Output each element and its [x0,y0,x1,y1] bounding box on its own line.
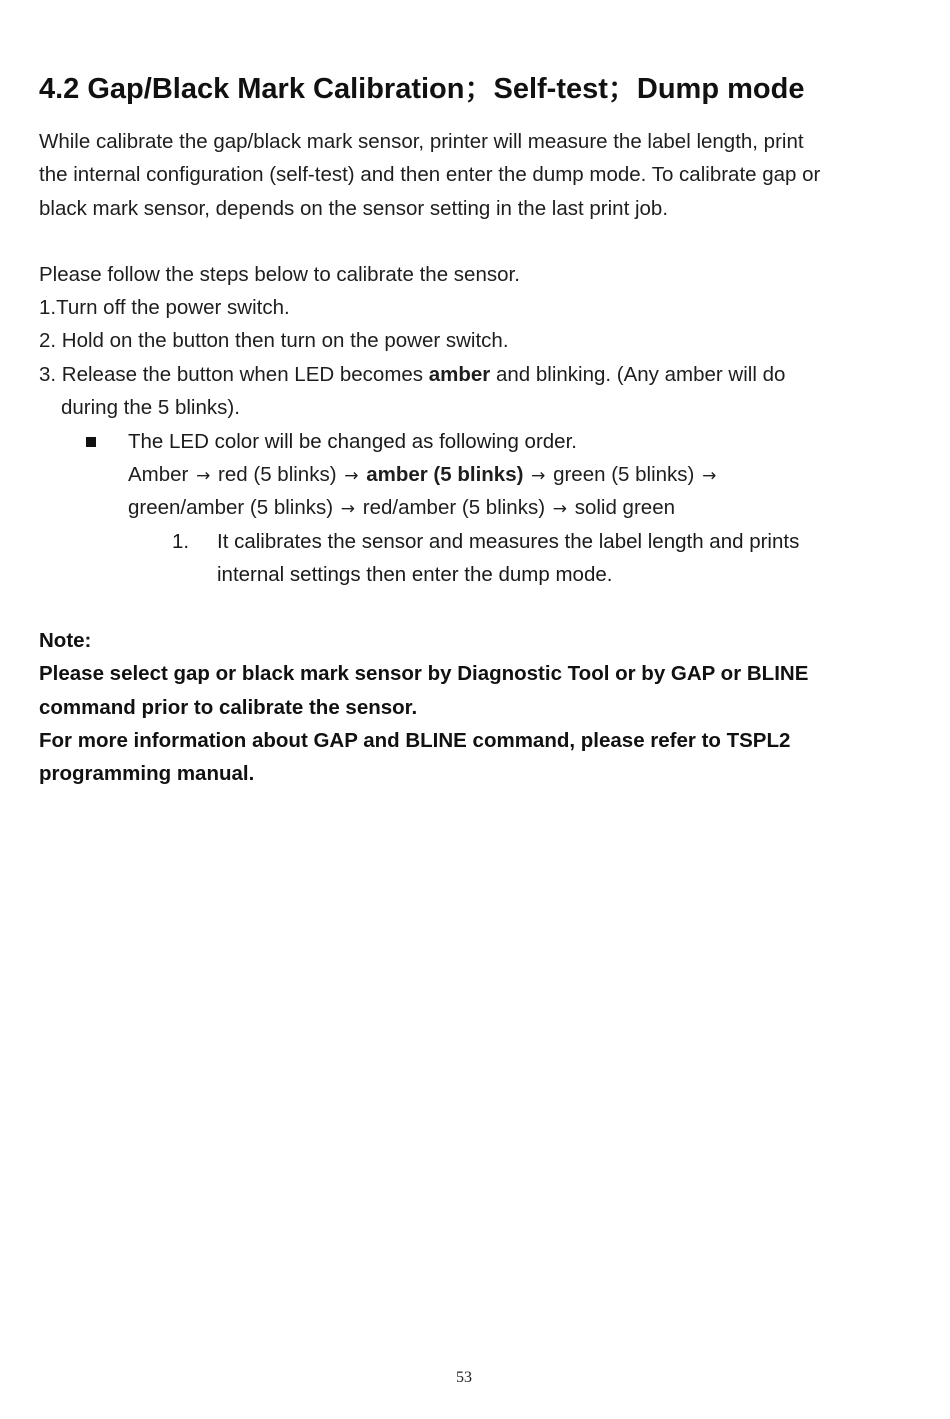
note-line: command prior to calibrate the sensor. [39,695,418,719]
arrow-right-icon: → [531,466,546,486]
led-state: red (5 blinks) [218,463,337,486]
intro-line: While calibrate the gap/black mark sensor, printer will measure the label length, print [39,130,804,153]
sub-item-number: 1. [172,530,190,553]
note-line: programming manual. [39,762,255,786]
note-line: For more information about GAP and BLINE command, please refer to TSPL2 [39,728,791,752]
step-3 [39,358,785,391]
step-3-text: and blinking. (Any amber will do [490,363,786,386]
arrow-right-icon: → [344,466,359,486]
led-bullet-text: The LED color will be changed as following order. [128,430,577,453]
intro-line: the internal configuration (self-test) and then enter the dump mode. To calibrate gap or [39,163,821,187]
step-2: 2. Hold on the button then turn on the power switch. [39,329,509,352]
note-block [39,624,808,790]
steps-intro: Please follow the steps below to calibrate the sensor. [39,263,520,286]
note-label: Note: [39,629,92,652]
led-sequence-line [128,458,718,493]
sub-item-text: It calibrates the sensor and measures the label length and prints [217,530,800,553]
led-state: red/amber (5 blinks) [362,496,546,519]
arrow-right-icon: → [702,466,717,486]
intro-paragraph [39,125,820,225]
step-3-continued: during the 5 blinks). [61,396,240,419]
intro-line: black mark sensor, depends on the sensor setting in the last print job. [39,196,669,220]
page-number: 53 [456,1369,472,1386]
arrow-right-icon: → [196,466,211,486]
note-line: Please select gap or black mark sensor by Diagnostic Tool or by GAP or BLINE [39,662,809,686]
led-state: green (5 blinks) [553,463,695,486]
step-3-text: 3. Release the button when LED becomes [39,363,429,386]
led-sequence-line [128,491,675,526]
led-state-amber: amber (5 blinks) [366,463,524,486]
arrow-right-icon: → [340,499,356,519]
section-heading: 4.2 Gap/Black Mark Calibration；Self-test；Dump mode [39,73,805,105]
square-bullet-icon [86,437,96,447]
led-state: green/amber (5 blinks) [128,496,334,519]
sub-item-text: internal settings then enter the dump mode. [217,563,613,586]
led-state: solid green [574,496,675,519]
step-3-amber: amber [428,363,491,386]
led-state: Amber [128,463,189,486]
arrow-right-icon: → [552,499,567,519]
step-1: 1.Turn off the power switch. [39,296,290,319]
